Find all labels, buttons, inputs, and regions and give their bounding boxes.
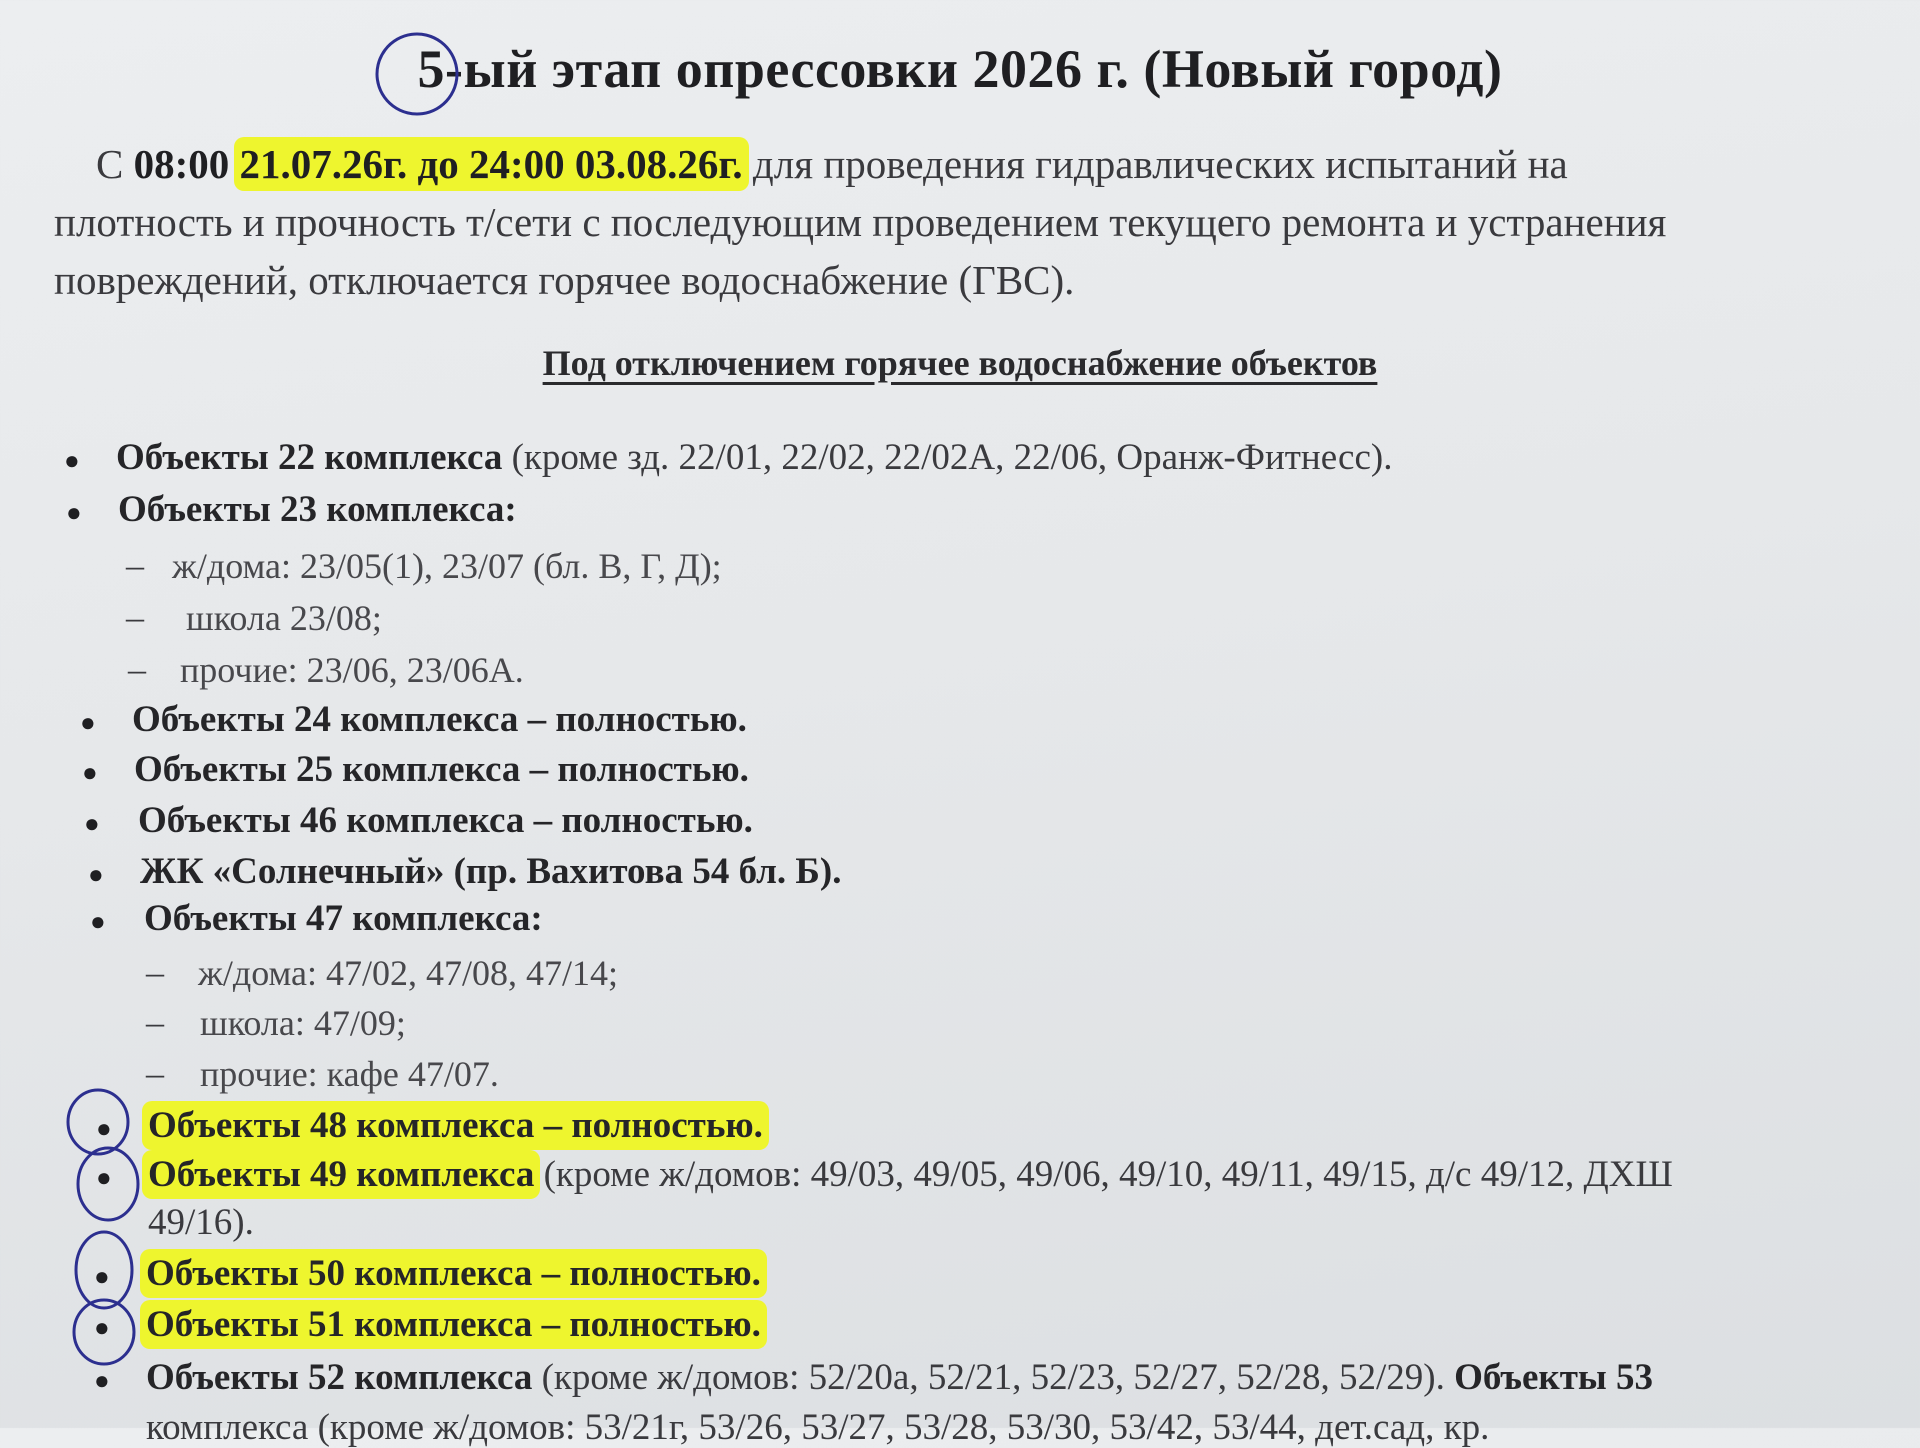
list-item: Объекты 50 комплекса – полностью. <box>146 1254 761 1294</box>
dash: – <box>126 545 144 585</box>
list-item-continuation: 49/16). <box>148 1202 254 1243</box>
intro-line2: плотность и прочность т/сети с последующим проведением текущего ремонта и устранения <box>54 199 1667 245</box>
list-item: Объекты 22 комплекса (кроме зд. 22/01, 22/02, 22/02А, 22/06, Оранж-Фитнесс). <box>116 437 1393 478</box>
intro-line3: повреждений, отключается горячее водоснабжение (ГВС). <box>54 257 1075 303</box>
dash: – <box>126 597 144 637</box>
bullet: ● <box>88 860 104 889</box>
sub-item: ж/дома: 23/05(1), 23/07 (бл. В, Г, Д); <box>172 546 722 586</box>
sub-item: ж/дома: 47/02, 47/08, 47/14; <box>198 953 619 993</box>
dash: – <box>146 1002 164 1042</box>
bullet: ● <box>64 446 80 475</box>
list-item: Объекты 49 комплекса (кроме ж/домов: 49/03, 49/05, 49/06, 49/10, 49/11, 49/15, д/с 49/12, ДХШ <box>148 1155 1673 1195</box>
list-item: Объекты 23 комплекса: <box>118 489 517 530</box>
pen-circle-item-49 <box>78 1148 138 1220</box>
bullet: ● <box>84 809 100 838</box>
sub-item: прочие: 23/06, 23/06А. <box>180 650 524 690</box>
intro-start-time: 08:00 <box>133 141 230 187</box>
sub-item: школа 23/08; <box>186 598 382 638</box>
list-item: Объекты 52 комплекса (кроме ж/домов: 52/20а, 52/21, 52/23, 52/27, 52/28, 52/29). Объекты 53 <box>146 1357 1654 1398</box>
list-item: Объекты 25 комплекса – полностью. <box>134 749 749 790</box>
pen-circle-item-51 <box>74 1300 134 1364</box>
dash: – <box>146 1053 164 1093</box>
bullet: ● <box>94 1366 110 1395</box>
sub-item: прочие: кафе 47/07. <box>200 1054 499 1094</box>
bullet: ● <box>82 758 98 787</box>
list-item: Объекты 48 комплекса – полностью. <box>148 1106 763 1146</box>
intro-highlighted-period: 21.07.26г. до 24:00 03.08.26г. <box>234 137 749 191</box>
title-stage-number: 5 <box>417 39 446 99</box>
bullet: ● <box>80 708 96 737</box>
intro-from: С <box>96 141 124 187</box>
list-item: ЖК «Солнечный» (пр. Вахитова 54 бл. Б). <box>140 851 842 892</box>
list-item: Объекты 24 комплекса – полностью. <box>132 699 747 740</box>
list-item: Объекты 51 комплекса – полностью. <box>146 1305 761 1345</box>
list-item: Объекты 46 комплекса – полностью. <box>138 800 753 841</box>
dash: – <box>146 952 164 992</box>
bullet: ● <box>90 907 106 936</box>
bullet: ● <box>66 498 82 527</box>
pen-circle-item-50 <box>76 1232 132 1308</box>
list-item-continuation: комплекса (кроме ж/домов: 53/21г, 53/26, 53/27, 53/28, 53/30, 53/42, 53/44, дет.сад, кр. <box>146 1407 1490 1448</box>
bullet: ● <box>96 1114 112 1143</box>
title-text: -ый этап опрессовки 2026 г. (Новый город) <box>445 39 1503 99</box>
list-heading: Под отключением горячее водоснабжение объектов <box>542 343 1378 383</box>
dash: – <box>128 649 146 689</box>
intro-line1: для проведения гидравлических испытаний на <box>752 141 1568 187</box>
pen-circle-item-48 <box>68 1090 128 1154</box>
bullet: ● <box>94 1262 110 1291</box>
bullet: ● <box>94 1313 110 1342</box>
list-item: Объекты 47 комплекса: <box>144 898 543 939</box>
bullet: ● <box>96 1163 112 1192</box>
pen-circle-title <box>372 29 462 119</box>
sub-item: школа: 47/09; <box>200 1003 406 1043</box>
